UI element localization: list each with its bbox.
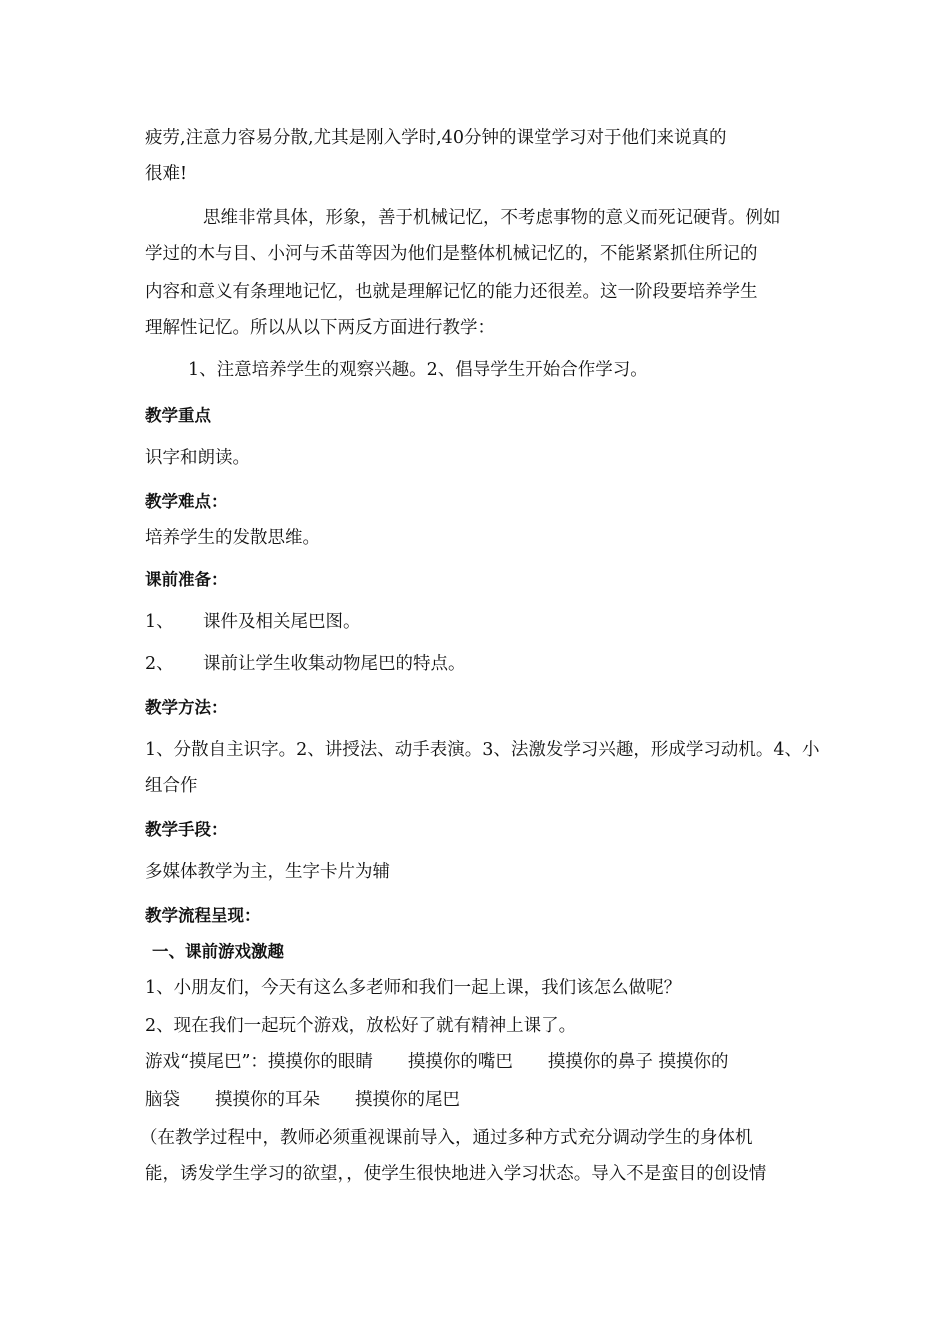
thinking-points: 1、注意培养学生的观察兴趣。2、倡导学生开始合作学习。 — [188, 360, 648, 380]
key-point-text: 识字和朗读。 — [145, 448, 250, 468]
flow-section-1-title: 一、课前游戏激趣 — [152, 942, 284, 961]
thinking-line-4: 理解性记忆。所以从以下两反方面进行教学： — [145, 318, 495, 338]
key-point-heading: 教学重点 — [145, 406, 211, 425]
means-text: 多媒体教学为主，生字卡片为辅 — [145, 862, 390, 882]
preparation-heading: 课前准备： — [145, 570, 228, 589]
flow-line-1: 1、小朋友们，今天有这么多老师和我们一起上课，我们该怎么做呢？ — [145, 978, 682, 998]
thinking-line-3: 内容和意义有条理地记忆，也就是理解记忆的能力还很差。这一阶段要培养学生 — [145, 282, 758, 302]
method-line-1: 1、分散自主识字。2、讲授法、动手表演。3、法激发学习兴趣，形成学习动机。4、小 — [145, 740, 820, 760]
intro-line-2: 很难! — [145, 164, 188, 184]
preparation-item-2-text: 课前让学生收集动物尾巴的特点。 — [203, 654, 466, 674]
difficulty-heading: 教学难点： — [145, 492, 228, 511]
method-heading: 教学方法： — [145, 698, 228, 717]
preparation-item-2-num: 2、 — [145, 654, 174, 674]
flow-line-6: 能，诱发学生学习的欲望，，使学生很快地进入学习状态。导入不是蛮目的创设情 — [145, 1164, 767, 1184]
preparation-item-1-text: 课件及相关尾巴图。 — [203, 612, 361, 632]
difficulty-text: 培养学生的发散思维。 — [145, 528, 320, 548]
thinking-line-2: 学过的木与目、小河与禾苗等因为他们是整体机械记忆的，不能紧紧抓住所记的 — [145, 244, 758, 264]
preparation-item-1-num: 1、 — [145, 612, 174, 632]
flow-heading: 教学流程呈现： — [145, 906, 261, 925]
flow-line-5: （在教学过程中，教师必须重视课前导入，通过多种方式充分调动学生的身体机 — [140, 1128, 753, 1148]
intro-line-1: 疲劳,注意力容易分散,尤其是刚入学时,40分钟的课堂学习对于他们来说真的 — [145, 128, 727, 148]
thinking-line-1: 思维非常具体，形象，善于机械记忆，不考虑事物的意义而死记硬背。例如 — [203, 208, 781, 228]
flow-line-4: 脑袋 摸摸你的耳朵 摸摸你的尾巴 — [145, 1090, 460, 1110]
flow-line-3: 游戏“摸尾巴”：摸摸你的眼睛 摸摸你的嘴巴 摸摸你的鼻子 摸摸你的 — [145, 1052, 729, 1072]
means-heading: 教学手段： — [145, 820, 228, 839]
flow-line-2: 2、现在我们一起玩个游戏，放松好了就有精神上课了。 — [145, 1016, 577, 1036]
method-line-2: 组合作 — [145, 776, 198, 796]
